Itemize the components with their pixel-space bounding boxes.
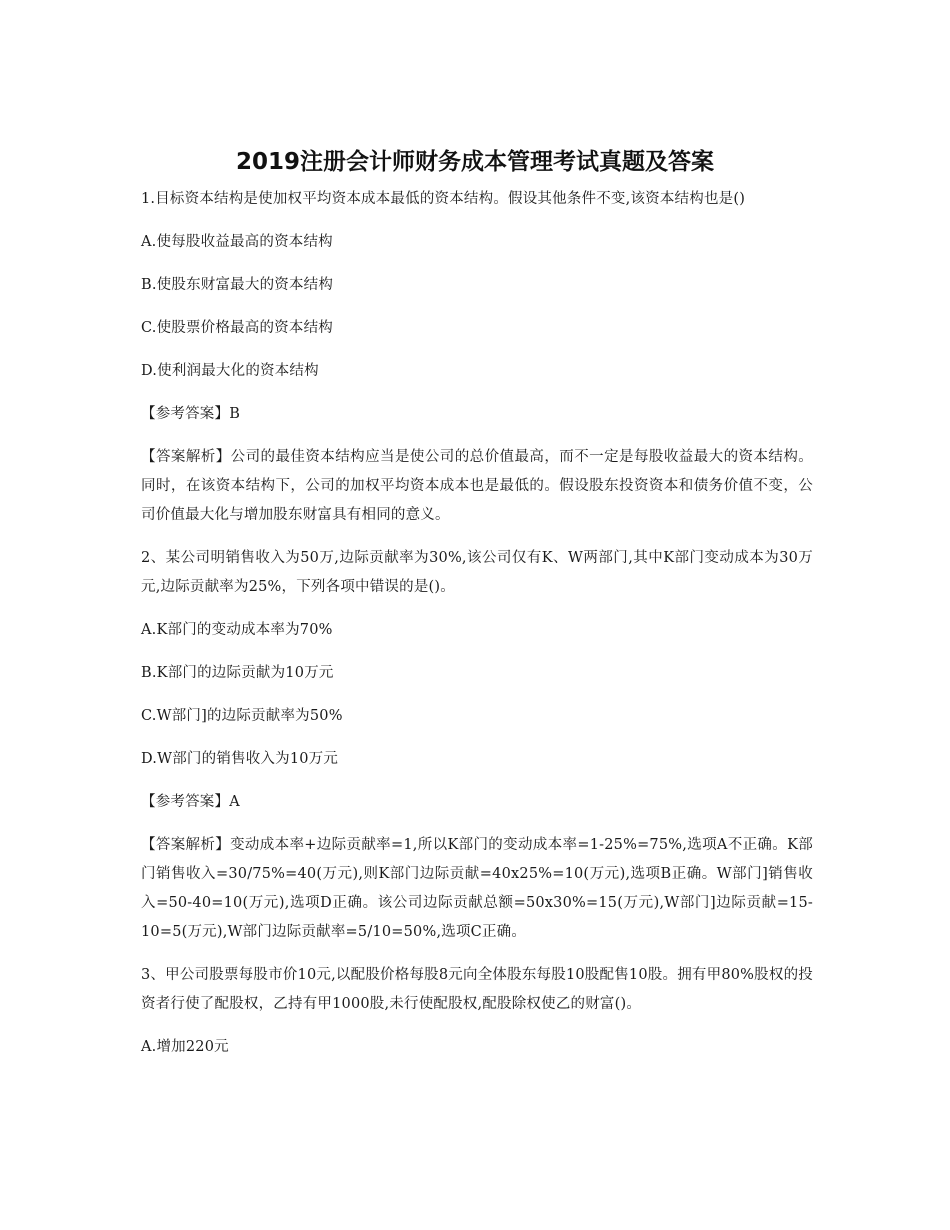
question-1-explanation: 【答案解析】公司的最佳资本结构应当是使公司的总价值最高，而不一定是每股收益最大的资本结构。同时，在该资本结构下，公司的加权平均资本成本也是最低的。假设股东投资资本和债务价值不变，公司价值最大化与增加股东财富具有相同的意义。: [141, 449, 813, 523]
document-title: 2019注册会计师财务成本管理考试真题及答案: [235, 149, 714, 175]
question-1-stem: 1.目标资本结构是使加权平均资本成本最低的资本结构。假设其他条件不变,该资本结构也是(): [141, 191, 746, 207]
document-body: [141, 185, 813, 1076]
question-1-option-a: A.使每股收益最高的资本结构: [141, 234, 333, 250]
question-1-answer: 【参考答案】B: [141, 406, 241, 422]
question-1-option-b: B.使股东财富最大的资本结构: [141, 277, 334, 293]
question-2-explanation: 【答案解析】变动成本率+边际贡献率=1,所以K部门的变动成本率=1-25%=75%,选项A不正确。K部门销售收入=30/75%=40(万元),则K部门边际贡献=40x25%=10(万元),选项B正确。W部门]销售收入=50-40=10(万元),选项D正确。该公司边际贡献总额=50x30%=15(万元),W部门]边际贡献=15-10=5(万元),W部门边际贡献率=5/10=50%,选项C正确。: [141, 837, 813, 940]
question-2-option-a: A.K部门的变动成本率为70%: [141, 622, 333, 638]
question-2-option-b: B.K部门的边际贡献为10万元: [141, 665, 334, 681]
question-2-stem: 2、某公司明销售收入为50万,边际贡献率为30%,该公司仅有K、W两部门,其中K部门变动成本为30万元,边际贡献率为25%，下列各项中错误的是()。: [141, 550, 813, 595]
question-2-option-d: D.W部门的销售收入为10万元: [141, 751, 339, 767]
question-3-option-a: A.增加220元: [141, 1039, 229, 1055]
question-1-option-c: C.使股票价格最高的资本结构: [141, 320, 333, 336]
question-2-option-c: C.W部门]的边际贡献率为50%: [141, 708, 343, 724]
question-1-option-d: D.使利润最大化的资本结构: [141, 363, 319, 379]
question-2-answer: 【参考答案】A: [141, 794, 240, 810]
question-3-stem: 3、甲公司股票每股市价10元,以配股价格每股8元向全体股东每股10股配售10股。拥有甲80%股权的投资者行使了配股权，乙持有甲1000股,未行使配股权,配股除权使乙的财富()。: [141, 967, 813, 1012]
